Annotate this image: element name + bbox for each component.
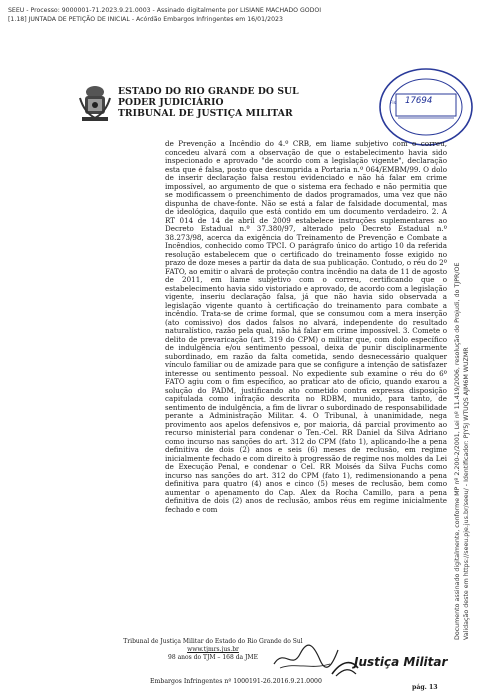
validation-sidebar bbox=[453, 120, 489, 640]
page-number: pág. 13 bbox=[412, 684, 438, 691]
brand-logo-text: Justiça Militar bbox=[354, 655, 448, 669]
judgment-paragraph: de Prevenção a Incêndio do 4.º CRB, em liame subjetivo com o correu, concedeu alvará com a observação de que o estabelecimento havia sido inspecionado e aprovado "de acordo com a legislação vigente", declaração esta que é falsa, posto que descumprida a Portaria n.º 064/EMBM/99. O dolo de inserir declaração falsa restou evidenciado e não há falar em crime impossível, ao argumento de que o sistema era fechado e não permitia que se modificassem o preenchimento de dados programados, uma vez que não dispunha de chave-fonte. Não se está a falar de falsidade documental, mas de ideológica, daquilo que está contido em um documento verdadeiro. 2. A RT 014 de 14 de abril de 2009 estabelece instruções suplementares ao Decreto Estadual n.º 37.380/97, alterado pelo Decreto Estadual n.º 38.273/98, acerca da exigência do Treinamento de Prevenção e Combate a Incêndios, conhecido como TPCI. O parágrafo único do artigo 10 da referida resolução estabelecem que o certificado do treinamento fosse exigido no prazo de doze meses a partir da data de sua publicação. Contudo, o réu do 2º FATO, ao emitir o alvará de proteção contra incêndio na data de 11 de agosto de 2011, em liame subjetivo com o correu, certificando que o estabelecimento havia sido vistoriado e aprovado, de acordo com a legislação vigente, inseriu declaração falsa, já que não havia sido observada a legislação vigente quanto à certificação do treinamento para combate a incêndio. Trata-se de crime formal, que se consumou com a mera inserção (ato comissivo) dos dados falsos no alvará, independente do resultado naturalístico, razão pela qual, não há falar em crime impossível. 3. Comete o delito de prevaricação (art. 319 do CPM) o militar que, com dolo específico de indulgência e/ou sentimento pessoal, deixa de punir disciplinarmente subordinado, em razão da falta cometida, sendo desnecessário qualquer vínculo familiar ou de amizade para que se configure a intenção de satisfazer interesse ou sentimento pessoal. No expediente sub examine o réu do 6º FATO agiu com o fim específico, ao praticar ato de ofício, quando exarou a solução do PADM, justificando ato cometido contra expressa disposição capitulada como infração descrita no RDBM, munido, para tanto, de sentimento de indulgência, a fim de livrar o subordinado de responsabilidade perante a Administração Militar. 4. O Tribunal, à unanimidade, nega provimento aos apelos defensivos e, por maioria, dá parcial provimento ao recurso ministerial para condenar o Ten.-Cel. RR Daniel da Silva Adriano como incurso nas sanções do art. 312 do CPM (fato 1), aplicando-lhe a pena definitiva de dois (2) anos e seis (6) meses de reclusão, em regime inicialmente fechado e com direito à progressão de regime nos moldes da Lei de Execução Penal, e condenar o Cel. RR Moisés da Silva Fuchs como incurso nas sanções do art. 312 do CPM (fato 1), redimensionando a pena definitiva para quatro (4) anos e cinco (5) meses de reclusão, bem como aumentar o apenamento do Cap. Alex da Rocha Camillo, para a pena definitiva de dois (2) anos de reclusão, ambos réus em regime inicialmente fechado e com bbox=[165, 139, 447, 514]
court-header bbox=[118, 86, 299, 119]
footer-court-name: Tribunal de Justiça Militar do Estado do Rio Grande do Sul bbox=[123, 638, 303, 645]
coat-of-arms-icon bbox=[78, 84, 112, 124]
stamp-page-number: 17694 bbox=[405, 96, 433, 106]
signature-header-line-1: SEEU - Processo: 9000001-71.2023.9.21.0003 - Assinado digitalmente por LISIANE MACHADO GODOI bbox=[8, 7, 322, 14]
validation-line-2: Validação deste em https://seeu.pje.jus.br/seeu/ - Identificador: PJY5J WTUQS AJM6M WUZMR bbox=[463, 347, 470, 640]
signature-header-line-2: [1.18] JUNTADA DE PETIÇÃO DE INICIAL - Acórdão Embargos Infringentes em 16/01/2023 bbox=[8, 16, 283, 23]
header-court: TRIBUNAL DE JUSTIÇA MILITAR bbox=[118, 108, 293, 119]
footer-anniversary: 98 anos do TJM – 168 da JME bbox=[168, 654, 258, 661]
digital-signature-header bbox=[8, 6, 448, 24]
validation-line-1: Documento assinado digitalmente, conforme MP nº 2.200-2/2001, Lei nº 11.419/2006, resolução do Projudi, do TJPR/OE bbox=[454, 262, 461, 640]
judgment-text bbox=[165, 140, 447, 514]
process-number: Embargos Infringentes nº 1000191-26.2016.9.21.0000 bbox=[150, 678, 322, 685]
header-state: ESTADO DO RIO GRANDE DO SUL bbox=[118, 86, 299, 97]
footer-website-link[interactable]: www.tjmrs.jus.br bbox=[187, 646, 239, 653]
header-judiciary: PODER JUDICIÁRIO bbox=[118, 97, 224, 108]
stamp-fls-label: Fls bbox=[390, 100, 396, 105]
